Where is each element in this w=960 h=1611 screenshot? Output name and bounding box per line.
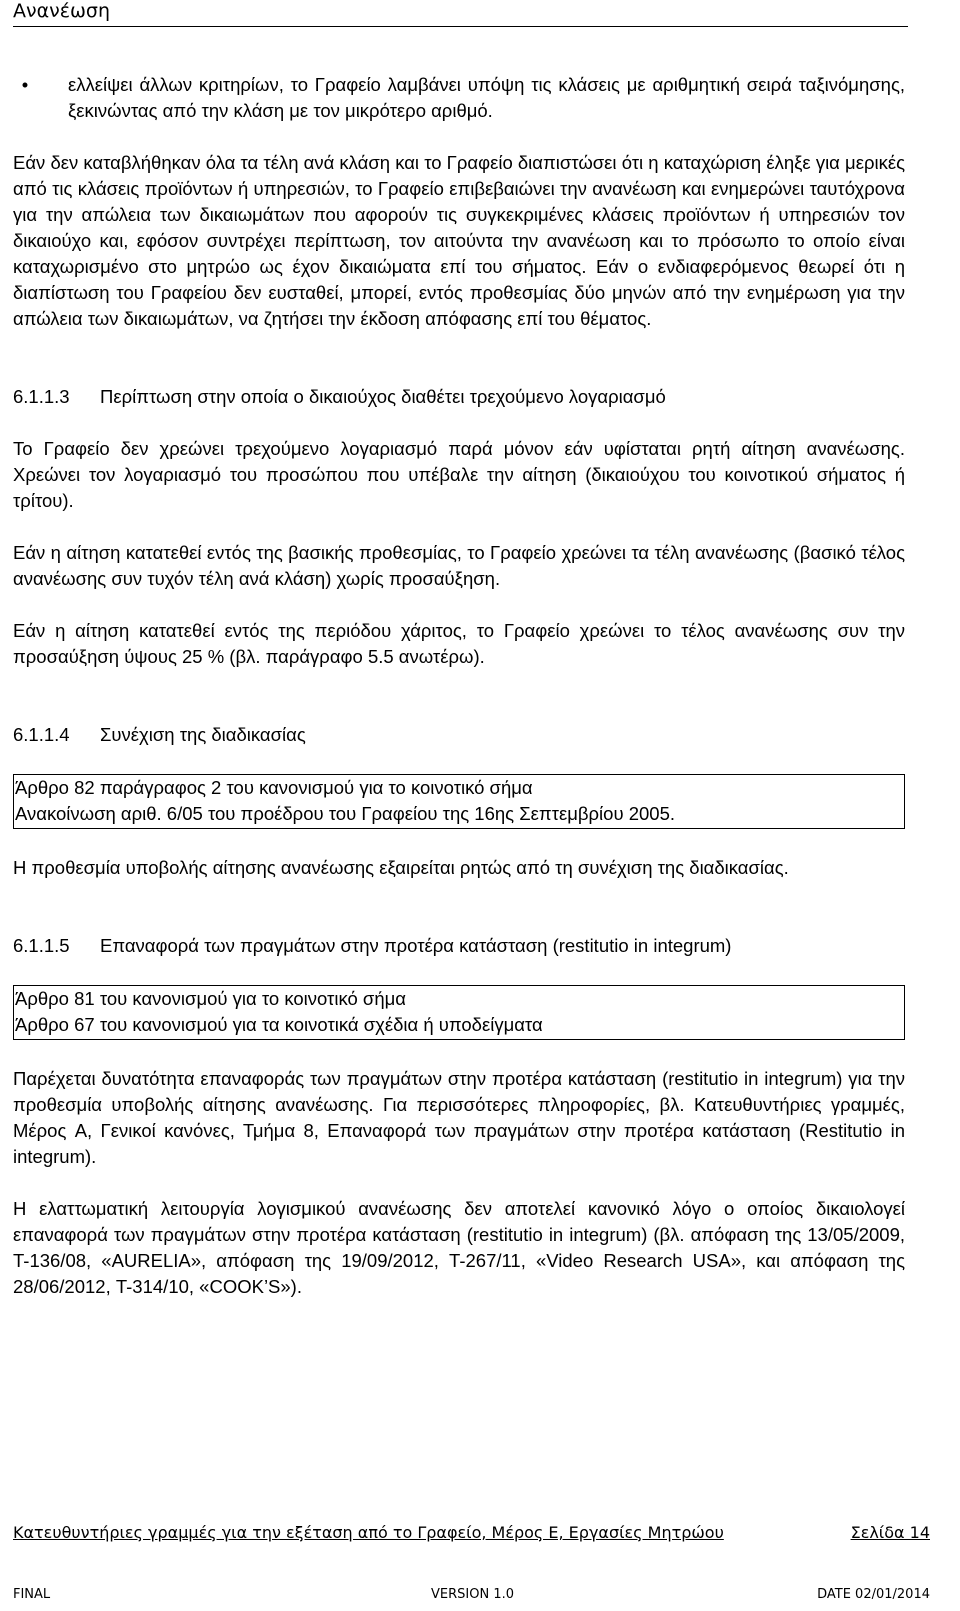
section-heading-6113 (13, 384, 905, 410)
section-title: Συνέχιση της διαδικασίας (100, 724, 306, 745)
section-number: 6.1.1.5 (13, 935, 70, 956)
paragraph: Η προθεσμία υποβολής αίτησης ανανέωσης εξαιρείται ρητώς από τη συνέχιση της διαδικασίας. (13, 857, 789, 878)
footer-status: FINAL (13, 1587, 51, 1602)
section-number: 6.1.1.3 (13, 386, 70, 407)
footer-page-number: Σελίδα 14 (850, 1523, 930, 1542)
legal-reference: Άρθρο 82 παράγραφος 2 του κανονισμού για το κοινοτικό σήμα (15, 777, 533, 798)
legal-reference: Άρθρο 67 του κανονισμού για τα κοινοτικά σχέδια ή υποδείγματα (15, 1014, 543, 1035)
bullet-item (13, 72, 905, 124)
paragraph: Εάν η αίτηση κατατεθεί εντός της περιόδου χάριτος, το Γραφείο χρεώνει το τέλος ανανέωσης συν την προσαύξηση ύψους 25 % (βλ. παράγραφο 5.5 ανωτέρω). (13, 620, 905, 667)
paragraph: Το Γραφείο δεν χρεώνει τρεχούμενο λογαριασμό παρά μόνον εάν υφίσταται ρητή αίτηση ανανέωσης. Χρεώνει τον λογαριασμό του προσώπου που υπέβαλε την αίτηση (δικαιούχου του κοινοτικού σήματος ή τρίτου). (13, 438, 905, 511)
paragraph-partial-payment: Εάν δεν καταβλήθηκαν όλα τα τέλη ανά κλάση και το Γραφείο διαπιστώσει ότι η καταχώριση έληξε για μερικές από τις κλάσεις προϊόντων ή υπηρεσιών, το Γραφείο επιβεβαιώνει την ανανέωση και ενημερώνει ταυτόχρονα για την απώλεια των δικαιωμάτων που αφορούν τις συγκεκριμένες κλάσεις προϊόντων ή υπηρεσιών τον δικαιούχο και, εφόσον συντρέχει περίπτωση, τον αιτούντα την ανανέωση και το πρόσωπο το οποίο είναι καταχωρισμένο στο μητρώο ως έχον δικαιώματα επί του σήματος. Εάν ο ενδιαφερόμενος θεωρεί ότι η διαπίστωση του Γραφείου δεν ευσταθεί, μπορεί, εντός προθεσμίας δύο μηνών από την ενημέρωση για την απώλεια των δικαιωμάτων, να ζητήσει την έκδοση απόφασης επί του θέματος. (13, 152, 905, 329)
footer-date: DATE 02/01/2014 (817, 1587, 930, 1602)
paragraph: Εάν η αίτηση κατατεθεί εντός της βασικής προθεσμίας, το Γραφείο χρεώνει τα τέλη ανανέωσης (βασικό τέλος ανανέωσης συν τυχόν τέλη ανά κλάση) χωρίς προσαύξηση. (13, 542, 905, 589)
header-title: Ανανέωση (13, 0, 111, 22)
legal-reference-box (13, 774, 905, 829)
section-title: Επαναφορά των πραγμάτων στην προτέρα κατάσταση (restitutio in integrum) (100, 935, 732, 956)
bullet-text: ελλείψει άλλων κριτηρίων, το Γραφείο λαμβάνει υπόψη τις κλάσεις με αριθμητική σειρά ταξινόμησης, ξεκινώντας από την κλάση με τον μικρότερο αριθμό. (68, 74, 905, 121)
legal-reference: Άρθρο 81 του κανονισμού για το κοινοτικό σήμα (15, 988, 406, 1009)
legal-reference: Ανακοίνωση αριθ. 6/05 του προέδρου του Γραφείου της 16ης Σεπτεμβρίου 2005. (15, 803, 675, 824)
legal-reference-box (13, 985, 905, 1040)
bullet-icon: • (21, 74, 29, 95)
section-heading-6114 (13, 722, 905, 748)
section-heading-6115 (13, 933, 905, 959)
footer-guideline-title: Κατευθυντήριες γραμμές για την εξέταση από το Γραφείο, Μέρος E, Εργασίες Μητρώου (13, 1523, 724, 1542)
footer-guideline-line (13, 1523, 930, 1545)
footer-version: VERSION 1.0 (431, 1587, 514, 1602)
paragraph: Παρέχεται δυνατότητα επαναφοράς των πραγμάτων στην προτέρα κατάσταση (restitutio in integrum) για την προθεσμία υποβολής αίτησης ανανέωσης. Για περισσότερες πληροφορίες, βλ. Κατευθυντήριες γραμμές, Μέρος A, Γενικοί κανόνες, Τμήμα 8, Επαναφορά των πραγμάτων στην προτέρα κατάσταση (Restitutio in integrum). (13, 1068, 905, 1167)
footer-version-line (13, 1586, 930, 1606)
page-body (13, 72, 905, 1300)
paragraph: Η ελαττωματική λειτουργία λογισμικού ανανέωσης δεν αποτελεί κανονικό λόγο ο οποίος δικαιολογεί επαναφορά των πραγμάτων στην προτέρα κατάσταση (restitutio in integrum) (βλ. απόφαση της 13/05/2009, T-136/08, «AURELIA», απόφαση της 19/09/2012, T-267/11, «Video Research USA», και απόφαση της 28/06/2012, T-314/10, «COOK’S»). (13, 1198, 905, 1297)
section-title: Περίπτωση στην οποία ο δικαιούχος διαθέτει τρεχούμενο λογαριασμό (100, 386, 666, 407)
running-header (13, 0, 908, 27)
section-number: 6.1.1.4 (13, 724, 70, 745)
